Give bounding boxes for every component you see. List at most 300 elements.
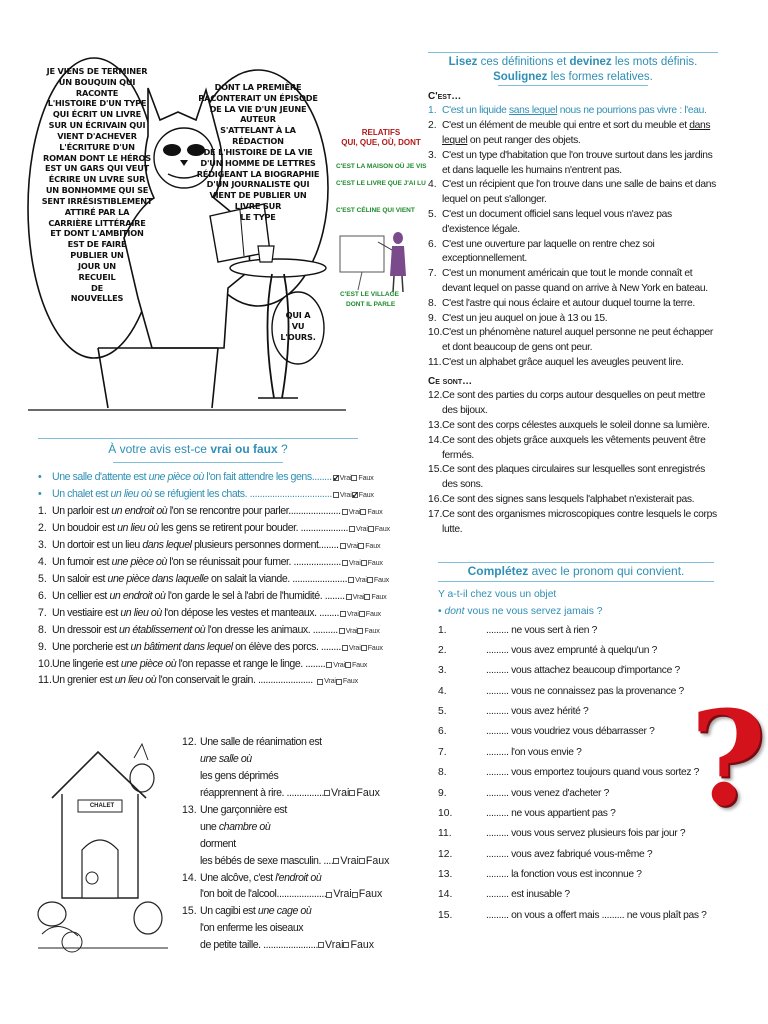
vrai-checkbox[interactable] <box>326 892 332 898</box>
definition-text <box>442 326 718 356</box>
bubble-line: L'HISTOIRE D'UN TYPE <box>47 98 147 109</box>
italic-part: un endroit où <box>111 505 168 518</box>
item-number: 17. <box>428 508 443 520</box>
vrai-faux-checkboxes <box>326 886 382 903</box>
text-part: Ce sont des corps célestes auxquels le soleil donne sa lumière. <box>442 419 710 431</box>
relatifs-sidebar <box>336 128 426 328</box>
faux-label: Faux <box>367 557 383 567</box>
faux-checkbox[interactable] <box>367 577 373 583</box>
text-part: on peut ranger des objets. <box>467 134 581 146</box>
text-part: plusieurs personnes dorment........ <box>191 538 339 551</box>
statement-item <box>38 588 387 605</box>
title-keyword: devinez <box>569 56 612 68</box>
text-part: réapprennent à rire. ............... <box>200 786 324 799</box>
italic-part: l'endroit où <box>275 871 322 884</box>
text-part: C'est un type d'habitation que l'on trouve surtout dans les jardins et dans laquelle les humains n'entrent pas. <box>442 149 713 176</box>
item-number: 9. <box>428 312 437 324</box>
item-number: 6. <box>428 238 437 250</box>
section-heading: Ce sont… <box>428 375 473 387</box>
faux-checkbox[interactable] <box>361 645 367 651</box>
bubble-line: D'UN JOURNALISTE QUI <box>206 179 310 190</box>
text-part: Un fumoir est <box>52 555 112 568</box>
statement-item <box>38 486 374 503</box>
definition-item <box>428 463 718 493</box>
faux-label: Faux <box>365 854 390 867</box>
statement-item-line <box>182 802 358 819</box>
item-number: 2. <box>438 644 447 656</box>
text-part: Un chalet est <box>52 488 111 501</box>
text-part: Ce sont des objets grâce auxquels les vêtements peuvent être fermés. <box>442 434 706 461</box>
statement-item <box>38 672 358 689</box>
statement-text <box>52 469 332 486</box>
faux-checkbox[interactable] <box>364 594 370 600</box>
text-part: C'est un document officiel sans lequel vous n'avez pas d'existence légale. <box>442 208 672 235</box>
definition-item <box>428 493 718 508</box>
bubble-line: LE TYPE <box>240 211 276 222</box>
vrai-label: Vrai <box>348 557 361 567</box>
text-part: Une porcherie est <box>52 640 131 653</box>
statement-item <box>38 639 383 656</box>
faux-label: Faux <box>351 659 368 669</box>
question-mark-icon <box>690 682 767 835</box>
completion-text: ......... vous attachez beaucoup d'importance ? <box>486 665 680 677</box>
completion-item <box>438 743 714 763</box>
bubble-line: ET DONT L'AMBITION <box>50 228 144 239</box>
completion-item <box>438 682 714 702</box>
item-number: 12. <box>438 848 453 860</box>
vrai-checkbox[interactable] <box>318 942 324 948</box>
text-part: Un vestiaire est <box>52 606 121 619</box>
definition-item <box>428 178 718 208</box>
statement-text <box>200 853 333 870</box>
text-part: C'est un élément de meuble qui entre et sort du meuble et <box>442 120 690 132</box>
statement-list <box>38 503 390 689</box>
bubble-line: VIENT DE PUBLIER UN <box>209 190 307 201</box>
text-part: C'est un phénomène naturel auquel personne ne peut échapper et dont beaucoup de gens ont peur. <box>442 327 713 354</box>
vrai-faux-checkboxes <box>340 540 381 552</box>
item-number: 1. <box>428 105 437 117</box>
vrai-faux-exercise <box>38 438 390 960</box>
faux-label: Faux <box>365 540 381 550</box>
vrai-checkbox[interactable] <box>333 858 339 864</box>
definition-text <box>442 419 718 434</box>
completion-text: ......... la fonction vous est inconnue ? <box>486 869 642 881</box>
italic-part: une pièce où <box>120 657 177 670</box>
text-part: Ce sont des signes sans lesquels l'alphabet n'existerait pas. <box>442 493 695 505</box>
vrai-checkbox[interactable] <box>317 679 323 685</box>
statement-text <box>200 870 358 887</box>
text-part: C'est une ouverture par laquelle on rentre chez soi exceptionnellement. <box>442 238 655 265</box>
item-number: 9. <box>38 640 47 653</box>
definition-item <box>428 312 718 327</box>
definition-item <box>428 149 718 179</box>
completion-item <box>438 906 714 926</box>
text-part: on élève des porcs. ........ <box>232 640 341 653</box>
faux-checkbox[interactable] <box>336 679 342 685</box>
item-number: 7. <box>438 746 447 758</box>
statement-item <box>38 571 390 588</box>
section-heading: C'est… <box>428 90 462 102</box>
statement-text <box>200 734 358 751</box>
vrai-faux-checkboxes <box>340 608 381 620</box>
vrai-checkbox[interactable] <box>340 543 346 549</box>
vrai-checkbox[interactable] <box>348 577 354 583</box>
bubble-line: EST UN GARS QUI VEUT <box>44 163 150 174</box>
completez-intro: Y a-t-il chez vous un objet <box>438 588 557 600</box>
statement-item-line <box>182 937 375 954</box>
text-part: l'on repasse et range le linge. ........ <box>176 657 326 670</box>
faux-label: Faux <box>358 888 383 901</box>
title-text: les formes relatives. <box>547 70 653 83</box>
vrai-faux-checkboxes <box>324 785 380 802</box>
item-number: 11. <box>438 828 452 840</box>
statement-item-line <box>182 751 358 768</box>
faux-label: Faux <box>374 524 390 533</box>
faux-checkbox[interactable] <box>357 628 363 634</box>
definition-item <box>428 419 718 434</box>
statement-text <box>52 622 338 639</box>
definition-item <box>428 356 718 371</box>
text-part: Un dortoir est un lieu <box>52 538 143 551</box>
vrai-checkbox[interactable] <box>346 594 352 600</box>
item-number: 10. <box>438 807 453 819</box>
faux-checkbox[interactable] <box>351 475 357 481</box>
italic-part: un lieu où <box>110 488 152 501</box>
bubble-line: SUR UN ÉCRIVAIN QUI <box>48 120 146 131</box>
item-number: 12. <box>428 390 443 402</box>
title-text: les mots définis. <box>611 56 698 68</box>
text-part: Une salle d'attente est <box>52 471 149 484</box>
statement-text <box>200 920 358 937</box>
bubble-line: LIVRE SUR <box>234 201 282 212</box>
statement-text <box>52 503 341 520</box>
vrai-faux-checkboxes <box>333 853 389 870</box>
item-number: 4. <box>428 179 437 191</box>
vrai-checkbox[interactable] <box>340 611 346 617</box>
vrai-checkbox[interactable] <box>342 560 348 566</box>
completion-item <box>438 702 714 722</box>
relatifs-example: C'EST LE VILLAGE <box>340 291 399 298</box>
vrai-checkbox[interactable] <box>333 492 339 498</box>
item-number: 11. <box>38 674 52 687</box>
item-number: 13. <box>428 419 443 431</box>
statement-text <box>52 588 345 605</box>
bubble-line: JE VIENS DE TERMINER <box>46 66 148 76</box>
statement-text <box>52 605 339 622</box>
italic-part: une pièce où <box>111 555 167 568</box>
bubble-line: L'ÉCRITURE D'UN <box>59 141 135 152</box>
faux-checkbox[interactable] <box>359 858 365 864</box>
vrai-checkbox[interactable] <box>342 509 348 515</box>
text-part: Un saloir est <box>52 572 108 585</box>
vrai-label: Vrai <box>356 524 368 533</box>
italic-part: chambre où <box>218 820 271 833</box>
completion-text: ......... on vous a offert mais ......... ne vous plaît pas ? <box>486 909 707 921</box>
vrai-label: Vrai <box>333 888 352 901</box>
example-text: vous ne vous servez jamais ? <box>464 606 603 618</box>
completion-item <box>438 804 714 824</box>
definitions-exercise <box>428 52 718 538</box>
definition-text <box>442 238 718 268</box>
italic-part: un endroit où <box>109 589 166 602</box>
text-part: Un boudoir est <box>52 522 118 534</box>
text-part: Ce sont des organismes microscopiques contre lesquels le corps lutte. <box>442 508 717 535</box>
completion-item <box>438 621 714 641</box>
text-part: Un cagibi est <box>200 905 258 918</box>
bubble-line: VU <box>291 320 305 331</box>
item-number: 4. <box>438 685 447 697</box>
vrai-label: Vrai <box>346 540 359 550</box>
statement-item-line <box>182 734 358 751</box>
statement-text <box>200 937 318 954</box>
statement-text <box>52 554 341 571</box>
item-number: 3. <box>428 149 437 161</box>
statement-text <box>200 751 358 768</box>
statement-text <box>200 886 326 903</box>
vrai-label: Vrai <box>348 642 361 652</box>
text-part: Un parloir est <box>52 505 112 518</box>
completion-item <box>438 763 714 783</box>
completion-item <box>438 845 714 865</box>
completion-text: ......... est inusable ? <box>486 889 570 901</box>
statement-text <box>200 903 358 920</box>
item-number: 14. <box>428 434 443 446</box>
bubble-line: SENT IRRÉSISTIBLEMENT <box>41 195 153 206</box>
statement-list-right <box>182 734 390 954</box>
vrai-label: Vrai <box>339 490 352 500</box>
statement-item <box>38 503 383 520</box>
title-rule <box>498 85 648 86</box>
item-number: 12. <box>182 736 197 748</box>
completez-exercise <box>438 562 714 950</box>
definition-text <box>442 508 718 538</box>
item-number: 14. <box>438 889 453 901</box>
relatifs-example: C'EST LA MAISON OÙ JE VIS <box>336 163 427 171</box>
definition-text <box>442 493 718 508</box>
italic-part: un établissement où <box>118 623 206 636</box>
definition-text <box>442 178 718 208</box>
question-mark-glyph: ? <box>690 682 767 835</box>
vrai-label: Vrai <box>345 625 358 635</box>
title-text: À votre avis est-ce <box>108 442 211 456</box>
bubble-line: CARRIÈRE LITTÉRAIRE <box>48 217 146 228</box>
item-number: 3. <box>438 665 447 677</box>
text-part: l'on garde le sel à l'abri de l'humidité. ........ <box>165 589 345 602</box>
item-number: 15. <box>182 905 197 918</box>
faux-checkbox[interactable] <box>361 560 367 566</box>
definition-item <box>428 326 718 356</box>
text-part: les gens se retirent pour bouder. ................... <box>158 522 349 534</box>
faux-label: Faux <box>342 676 358 686</box>
title-rule <box>438 562 714 563</box>
item-number: 5. <box>438 706 447 718</box>
statement-item-line <box>182 819 358 836</box>
text-part: l'on se réunissait pour fumer. ................... <box>166 555 341 568</box>
faux-checkbox[interactable] <box>368 526 374 532</box>
definition-text <box>442 119 718 149</box>
statement-item <box>38 605 381 622</box>
definition-list <box>428 104 718 371</box>
definition-item <box>428 434 718 464</box>
title-rule <box>38 438 358 439</box>
faux-checkbox[interactable] <box>349 790 355 796</box>
item-number: 6. <box>438 726 447 738</box>
vrai-label: Vrai <box>347 608 359 618</box>
text-part: les gens déprimés <box>200 769 279 782</box>
text-part: se réfugient les chats. ................................. <box>151 488 332 501</box>
faux-checkbox[interactable] <box>352 492 358 498</box>
definition-item <box>428 238 718 268</box>
faux-checkbox[interactable] <box>358 543 364 549</box>
cartoon-illustration <box>28 48 346 416</box>
statement-item-line <box>182 768 358 785</box>
bubble-line: ATTIRÉ PAR LA <box>64 206 130 217</box>
statement-text <box>200 836 358 853</box>
item-number: 15. <box>428 464 443 476</box>
bubble-line: QUI A <box>285 310 311 320</box>
definition-text <box>442 297 718 312</box>
vrai-faux-checkboxes <box>326 659 367 671</box>
bubble-line: QUI ÉCRIT UN LIVRE <box>52 109 142 120</box>
statement-item <box>38 656 368 673</box>
relatifs-example: C'EST LE LIVRE QUE J'AI LU <box>336 180 426 188</box>
bubble-line: UN BONHOMME QUI SE <box>45 185 149 196</box>
completion-text: ......... vous ne connaissez pas la provenance ? <box>486 685 684 697</box>
title-text: avec le pronom qui convient. <box>528 564 685 578</box>
definition-item <box>428 297 718 312</box>
relatifs-subtitle: QUI, QUE, OÙ, DONT <box>341 137 421 147</box>
speech-bubble-left <box>38 66 156 304</box>
statement-text <box>52 537 339 554</box>
definition-text <box>442 312 718 327</box>
item-number: 11. <box>428 357 442 369</box>
italic-part: un lieu où <box>117 522 159 534</box>
item-number: 2. <box>428 120 437 132</box>
completion-text: ......... vous venez d'acheter ? <box>486 787 609 799</box>
vrai-label: Vrai <box>339 473 352 483</box>
statement-text <box>52 520 348 537</box>
vrai-checkbox[interactable] <box>342 645 348 651</box>
faux-checkbox[interactable] <box>343 942 349 948</box>
text-part: Ce sont des parties du corps autour desquelles on peut mettre des bijoux. <box>442 390 706 417</box>
relatifs-title: RELATIFS <box>361 128 401 137</box>
faux-checkbox[interactable] <box>359 611 365 617</box>
text-part: C'est un liquide <box>442 105 509 117</box>
chalet-illustration <box>38 738 168 958</box>
vrai-faux-checkboxes <box>333 472 374 484</box>
completion-text: ......... vous emportez toujours quand vous sortez ? <box>486 767 700 779</box>
completion-text: ......... vous avez fabriqué vous-même ? <box>486 848 653 860</box>
bubble-line: EST DE FAIRE <box>67 239 127 250</box>
text-part: C'est un monument américain que tout le monde connaît et devant lequel on passe quand on arrive à New York en bateau. <box>442 268 708 295</box>
faux-checkbox[interactable] <box>345 662 351 668</box>
completion-text: ......... vous vous servez plusieurs fois par jour ? <box>486 828 686 840</box>
statement-text <box>52 571 347 588</box>
item-number: 6. <box>38 589 47 602</box>
definition-item <box>428 389 718 419</box>
completion-list <box>438 621 714 927</box>
text-part: l'on dépose les vestes et manteaux. ........ <box>161 606 340 619</box>
speech-bubble-right <box>194 82 322 223</box>
bubble-line: ÉCRIRE UN LIVRE SUR <box>48 174 146 185</box>
completez-title <box>438 564 714 580</box>
title-keyword: Soulignez <box>493 70 548 83</box>
bubble-line: D'UN HOMME DE LETTRES <box>200 157 316 168</box>
italic-part: une pièce où <box>148 471 204 484</box>
vrai-checkbox[interactable] <box>324 790 330 796</box>
faux-checkbox[interactable] <box>352 892 358 898</box>
chalet-sign: CHALET <box>89 803 115 809</box>
completion-text: ......... vous avez emprunté à quelqu'un ? <box>486 644 658 656</box>
completion-item <box>438 865 714 885</box>
text-part: on salait la viande. ...................... <box>208 572 348 585</box>
italic-part: un bâtiment dans lequel <box>130 640 233 653</box>
statement-item-line <box>182 853 390 870</box>
italic-part: un lieu où <box>120 606 162 619</box>
statement-item-line <box>182 870 358 887</box>
vrai-label: Vrai <box>324 676 336 686</box>
text-part: les bébés de sexe masculin. .... <box>200 854 334 867</box>
statement-item <box>38 469 374 486</box>
item-number: 3. <box>38 538 47 551</box>
bubble-line: ROMAN DONT LE HÉROS <box>43 152 151 163</box>
faux-checkbox[interactable] <box>360 509 366 515</box>
text-part: l'on enferme les oiseaux <box>200 922 304 935</box>
item-number: 8. <box>38 623 47 636</box>
example-list <box>38 469 374 503</box>
completion-item <box>438 885 714 905</box>
faux-label: Faux <box>364 625 380 635</box>
vrai-checkbox[interactable] <box>333 475 339 481</box>
vrai-checkbox[interactable] <box>349 526 355 532</box>
faux-label: Faux <box>373 574 390 584</box>
text-part: Une lingerie est <box>52 657 121 670</box>
bubble-line: RECUEIL <box>78 271 116 282</box>
vrai-label: Vrai <box>325 939 344 952</box>
definition-text <box>442 149 718 179</box>
item-number: 7. <box>428 268 437 280</box>
vrai-faux-checkboxes <box>318 937 374 954</box>
completion-item <box>438 784 714 804</box>
statement-item-line <box>182 920 358 937</box>
statement-text <box>200 802 358 819</box>
definition-text <box>442 208 718 238</box>
title-keyword: Lisez <box>448 56 478 68</box>
italic-part: une salle où <box>200 752 252 765</box>
definition-item <box>428 508 718 538</box>
vrai-faux-checkboxes <box>342 642 383 654</box>
text-part: C'est un récipient que l'on trouve dans une salle de bains et dans lequel on peut s'allonger. <box>442 179 716 206</box>
bubble-line: JOUR UN <box>78 260 116 271</box>
completion-text: ......... vous voudriez vous débarrasser ? <box>486 726 655 738</box>
item-number: 10. <box>428 327 443 339</box>
italic-part: une cage où <box>257 905 312 918</box>
completion-item <box>438 661 714 681</box>
teacher-illustration <box>336 228 426 298</box>
completion-text: ......... vous avez hérité ? <box>486 706 589 718</box>
item-number: • <box>38 471 42 484</box>
text-part: dorment <box>200 837 236 850</box>
completion-item <box>438 824 714 844</box>
item-number: 8. <box>428 297 437 309</box>
completion-text: ......... ne vous sert à rien ? <box>486 624 598 636</box>
definition-item <box>428 119 718 149</box>
faux-label: Faux <box>367 642 383 652</box>
vrai-checkbox[interactable] <box>326 662 332 668</box>
vrai-checkbox[interactable] <box>339 628 345 634</box>
item-number: 4. <box>38 555 47 568</box>
faux-label: Faux <box>356 786 380 799</box>
